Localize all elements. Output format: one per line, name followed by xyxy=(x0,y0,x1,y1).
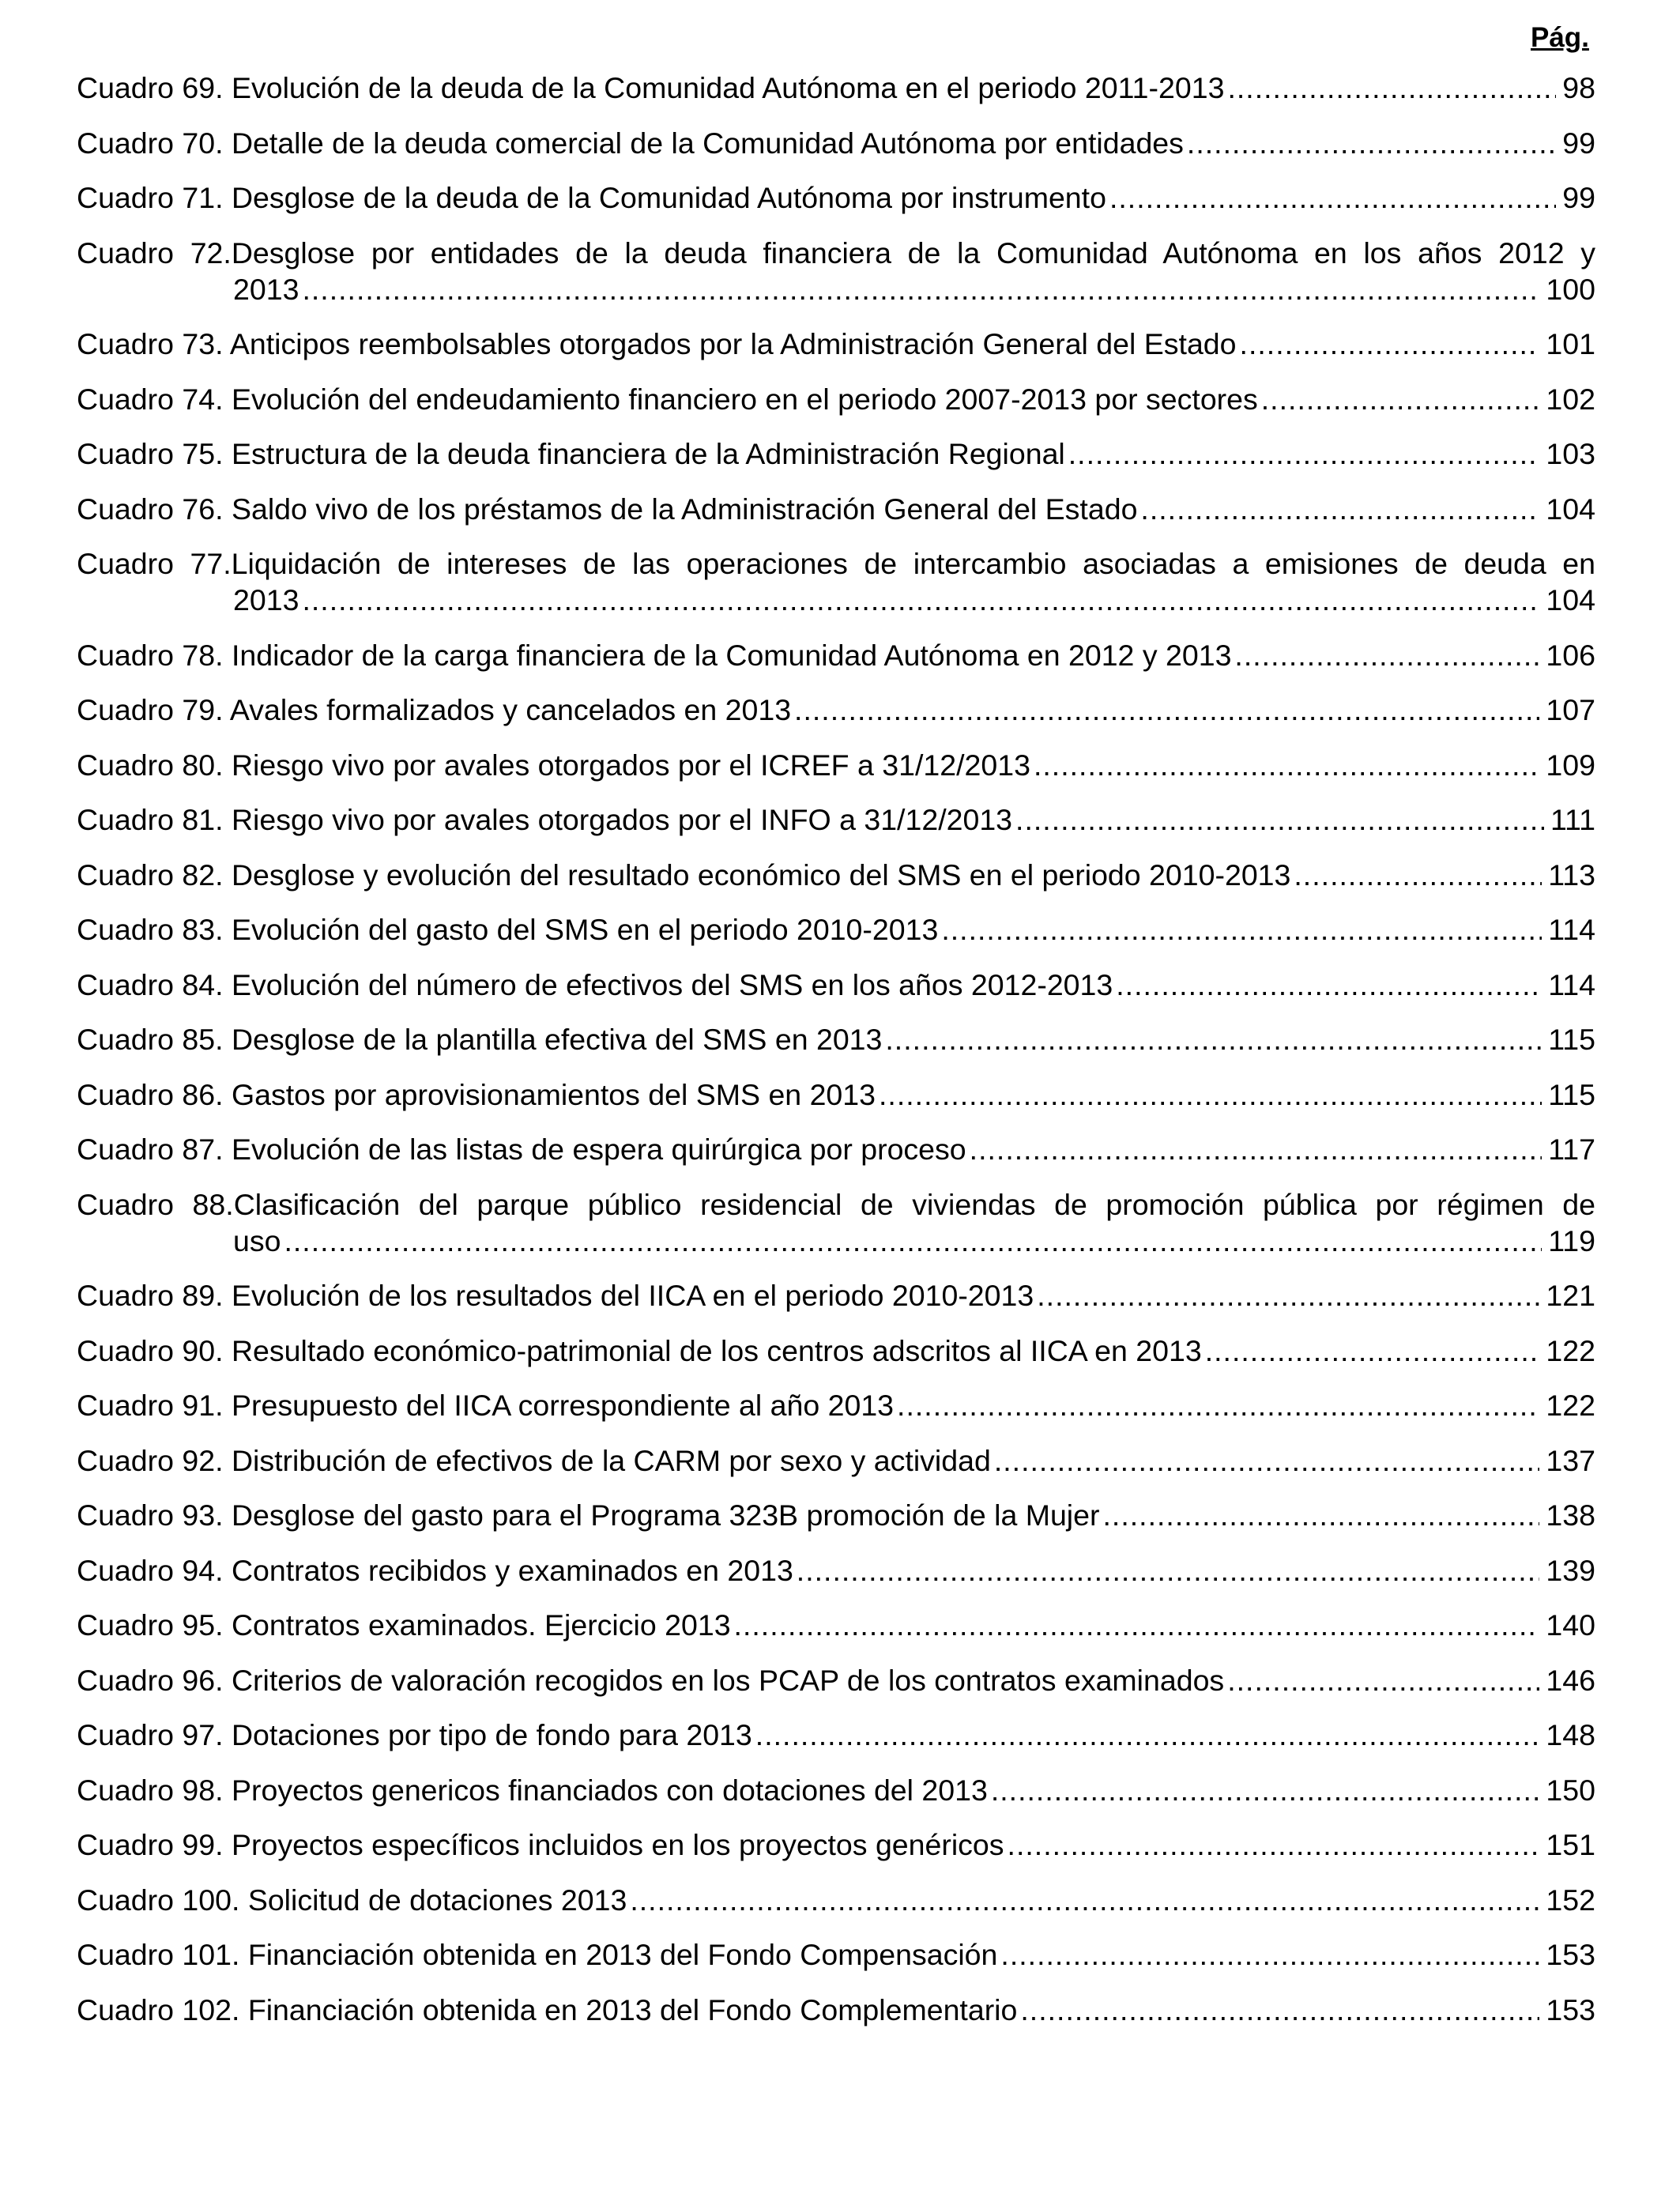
toc-entry-page-number: 107 xyxy=(1546,693,1595,726)
toc-entry-page-number: 137 xyxy=(1546,1443,1595,1477)
toc-entry[interactable] xyxy=(77,1826,1595,1863)
toc-entry-title: Cuadro 97. Dotaciones por tipo de fondo para 2013 xyxy=(77,1718,752,1751)
toc-entry-page-number: 99 xyxy=(1562,126,1595,160)
toc-entry-title-continuation: 2013 xyxy=(233,272,299,306)
toc-entry[interactable] xyxy=(77,911,1595,948)
toc-entry-page-number: 151 xyxy=(1546,1828,1595,1861)
toc-entry-title: Cuadro 95. Contratos examinados. Ejercicio 2013 xyxy=(77,1608,731,1642)
dot-leader xyxy=(1000,1936,1539,1973)
toc-entry-page-number: 102 xyxy=(1546,382,1595,416)
toc-entry-page-number: 106 xyxy=(1546,638,1595,672)
toc-entry[interactable] xyxy=(77,545,1595,618)
toc-entry-title: Cuadro 89. Evolución de los resultados del IICA en el periodo 2010-2013 xyxy=(77,1279,1034,1312)
toc-entry[interactable] xyxy=(77,637,1595,673)
dot-leader xyxy=(1227,1662,1539,1698)
dot-leader xyxy=(1234,637,1539,673)
toc-entry-title: Cuadro 81. Riesgo vivo por avales otorgados por el INFO a 31/12/2013 xyxy=(77,803,1013,836)
toc-entry-title: Cuadro 93. Desglose del gasto para el Programa 323B promoción de la Mujer xyxy=(77,1498,1100,1532)
toc-entry[interactable] xyxy=(77,1497,1595,1533)
toc-entry-title: Cuadro 84. Evolución del número de efectivos del SMS en los años 2012-2013 xyxy=(77,967,1113,1001)
dot-leader xyxy=(1008,1826,1540,1863)
toc-entry-title: Cuadro 100. Solicitud de dotaciones 2013 xyxy=(77,1883,627,1917)
toc-entry-page-number: 140 xyxy=(1546,1608,1595,1642)
toc-entry[interactable] xyxy=(77,1333,1595,1369)
toc-entry-page-number: 121 xyxy=(1546,1279,1595,1312)
dot-leader xyxy=(794,692,1539,728)
dot-leader xyxy=(994,1442,1540,1479)
toc-entry-page-number: 139 xyxy=(1546,1553,1595,1587)
toc-entry-page-number: 98 xyxy=(1562,71,1595,104)
dot-leader xyxy=(1205,1333,1540,1369)
dot-leader xyxy=(1109,179,1556,216)
toc-entry[interactable] xyxy=(77,1936,1595,1973)
toc-entry-title: Cuadro 86. Gastos por aprovisionamientos del SMS en 2013 xyxy=(77,1077,876,1111)
toc-entry[interactable] xyxy=(77,179,1595,216)
toc-entry-title: Cuadro 74. Evolución del endeudamiento financiero en el periodo 2007-2013 por sectores xyxy=(77,382,1258,416)
toc-entry[interactable] xyxy=(77,1186,1595,1259)
toc-entry[interactable] xyxy=(77,1076,1595,1113)
dot-leader xyxy=(991,1772,1540,1808)
toc-entry-title-continuation: 2013 xyxy=(233,583,299,616)
toc-entry-title: Cuadro 82. Desglose y evolución del resultado económico del SMS en el periodo 2010-2013 xyxy=(77,858,1291,892)
dot-leader xyxy=(1068,435,1540,472)
toc-entry[interactable] xyxy=(77,1552,1595,1589)
toc-entry-page-number: 146 xyxy=(1546,1663,1595,1697)
toc-entry-title: Cuadro 70. Detalle de la deuda comercial de la Comunidad Autónoma por entidades xyxy=(77,126,1184,160)
toc-entry-title: Cuadro 71. Desglose de la deuda de la Comunidad Autónoma por instrumento xyxy=(77,181,1106,214)
dot-leader xyxy=(1227,70,1556,106)
toc-entry-title: Cuadro 88.Clasificación del parque público residencial de viviendas de promoción pública por régimen de xyxy=(77,1187,1595,1221)
toc-entry-title: Cuadro 83. Evolución del gasto del SMS en el periodo 2010-2013 xyxy=(77,913,939,946)
dot-leader xyxy=(1116,967,1542,1003)
dot-leader xyxy=(1102,1497,1539,1533)
toc-entry[interactable] xyxy=(77,1131,1595,1167)
toc-entry-page-number: 101 xyxy=(1546,327,1595,360)
toc-entry[interactable] xyxy=(77,235,1595,307)
toc-entry[interactable] xyxy=(77,1772,1595,1808)
toc-entry-title: Cuadro 102. Financiación obtenida en 2013 del Fondo Complementario xyxy=(77,1992,1018,2026)
toc-entry-page-number: 111 xyxy=(1550,803,1595,836)
toc-entry-title: Cuadro 72.Desglose por entidades de la deuda financiera de la Comunidad Autónoma en los años 2012 y xyxy=(77,236,1595,270)
toc-entry-page-number: 100 xyxy=(1546,272,1595,306)
toc-entry-title: Cuadro 77.Liquidación de intereses de las operaciones de intercambio asociadas a emisiones de deuda en xyxy=(77,547,1595,580)
dot-leader xyxy=(970,1131,1543,1167)
toc-entry-title: Cuadro 76. Saldo vivo de los préstamos de la Administración General del Estado xyxy=(77,492,1138,526)
toc-entry-title: Cuadro 73. Anticipos reembolsables otorgados por la Administración General del Estado xyxy=(77,327,1237,360)
toc-entry[interactable] xyxy=(77,1717,1595,1753)
toc-entry[interactable] xyxy=(77,1882,1595,1918)
toc-entry-title: Cuadro 69. Evolución de la deuda de la Comunidad Autónoma en el periodo 2011-2013 xyxy=(77,71,1225,104)
toc-entry-title: Cuadro 80. Riesgo vivo por avales otorgados por el ICREF a 31/12/2013 xyxy=(77,748,1030,782)
dot-leader xyxy=(1034,747,1539,783)
toc-entry-title: Cuadro 101. Financiación obtenida en 2013 del Fondo Compensación xyxy=(77,1938,998,1971)
toc-entry-page-number: 148 xyxy=(1546,1718,1595,1751)
toc-entry-page-number: 153 xyxy=(1546,1992,1595,2026)
dot-leader xyxy=(879,1076,1542,1113)
toc-entry-page-number: 152 xyxy=(1546,1883,1595,1917)
toc-entry-page-number: 113 xyxy=(1548,858,1595,892)
dot-leader xyxy=(1140,491,1539,527)
toc-entry-page-number: 99 xyxy=(1562,181,1595,214)
toc-entry-title: Cuadro 99. Proyectos específicos incluidos en los proyectos genéricos xyxy=(77,1828,1004,1861)
toc-entry[interactable] xyxy=(77,747,1595,783)
toc-entry-page-number: 153 xyxy=(1546,1938,1595,1971)
dot-leader xyxy=(1294,857,1542,893)
toc-entry[interactable] xyxy=(77,692,1595,728)
dot-leader xyxy=(302,271,1539,307)
toc-entry[interactable] xyxy=(77,1607,1595,1643)
toc-entry-page-number: 150 xyxy=(1546,1773,1595,1807)
toc-entry-title: Cuadro 87. Evolución de las listas de espera quirúrgica por proceso xyxy=(77,1133,966,1166)
dot-leader xyxy=(302,582,1539,618)
toc-entry-page-number: 103 xyxy=(1546,437,1595,470)
toc-entry-page-number: 104 xyxy=(1546,492,1595,526)
page-column-header: Pág. xyxy=(1531,22,1589,53)
toc-entry-page-number: 115 xyxy=(1548,1023,1595,1056)
toc-entry-page-number: 114 xyxy=(1548,913,1595,946)
toc-entry-title: Cuadro 94. Contratos recibidos y examinados en 2013 xyxy=(77,1553,793,1587)
toc-entry-page-number: 122 xyxy=(1546,1333,1595,1367)
toc-entry[interactable] xyxy=(77,1662,1595,1698)
table-of-contents xyxy=(77,70,1595,2046)
dot-leader xyxy=(1037,1277,1539,1314)
toc-entry-page-number: 109 xyxy=(1546,748,1595,782)
toc-entry[interactable] xyxy=(77,1277,1595,1314)
dot-leader xyxy=(284,1223,1542,1259)
toc-entry[interactable] xyxy=(77,435,1595,472)
toc-entry[interactable] xyxy=(77,491,1595,527)
dot-leader xyxy=(941,911,1542,948)
toc-entry-page-number: 122 xyxy=(1546,1389,1595,1422)
dot-leader xyxy=(1261,381,1540,417)
toc-entry-title: Cuadro 92. Distribución de efectivos de la CARM por sexo y actividad xyxy=(77,1443,991,1477)
toc-entry-title: Cuadro 79. Avales formalizados y cancelados en 2013 xyxy=(77,693,792,726)
toc-entry-title: Cuadro 96. Criterios de valoración recogidos en los PCAP de los contratos examinados xyxy=(77,1663,1225,1697)
toc-entry[interactable] xyxy=(77,1442,1595,1479)
dot-leader xyxy=(630,1882,1539,1918)
toc-entry-title: Cuadro 75. Estructura de la deuda financiera de la Administración Regional xyxy=(77,437,1065,470)
toc-entry[interactable] xyxy=(77,381,1595,417)
dot-leader xyxy=(755,1717,1540,1753)
dot-leader xyxy=(1020,1992,1539,2028)
toc-entry[interactable] xyxy=(77,125,1595,161)
dot-leader xyxy=(1240,326,1540,362)
toc-entry[interactable] xyxy=(77,1021,1595,1057)
toc-entry[interactable] xyxy=(77,1387,1595,1423)
dot-leader xyxy=(1015,801,1544,838)
dot-leader xyxy=(885,1021,1542,1057)
toc-entry-title: Cuadro 85. Desglose de la plantilla efectiva del SMS en 2013 xyxy=(77,1023,883,1056)
dot-leader xyxy=(797,1552,1540,1589)
toc-entry[interactable] xyxy=(77,801,1595,838)
dot-leader xyxy=(734,1607,1540,1643)
toc-entry-page-number: 117 xyxy=(1548,1133,1595,1166)
toc-entry-title: Cuadro 98. Proyectos genericos financiados con dotaciones del 2013 xyxy=(77,1773,988,1807)
toc-entry-title: Cuadro 78. Indicador de la carga financiera de la Comunidad Autónoma en 2012 y 2013 xyxy=(77,638,1232,672)
toc-entry-page-number: 115 xyxy=(1548,1077,1595,1111)
toc-entry[interactable] xyxy=(77,70,1595,106)
toc-entry-page-number: 114 xyxy=(1548,967,1595,1001)
dot-leader xyxy=(1187,125,1556,161)
dot-leader xyxy=(897,1387,1539,1423)
toc-entry-page-number: 104 xyxy=(1546,583,1595,616)
toc-entry-title: Cuadro 91. Presupuesto del IICA correspondiente al año 2013 xyxy=(77,1389,895,1422)
toc-entry[interactable] xyxy=(77,857,1595,893)
toc-entry[interactable] xyxy=(77,1992,1595,2028)
toc-entry-title-continuation: uso xyxy=(233,1223,281,1257)
toc-entry[interactable] xyxy=(77,967,1595,1003)
toc-entry-page-number: 119 xyxy=(1548,1223,1595,1257)
toc-entry[interactable] xyxy=(77,326,1595,362)
toc-entry-title: Cuadro 90. Resultado económico-patrimonial de los centros adscritos al IICA en 2013 xyxy=(77,1333,1202,1367)
toc-entry-page-number: 138 xyxy=(1546,1498,1595,1532)
